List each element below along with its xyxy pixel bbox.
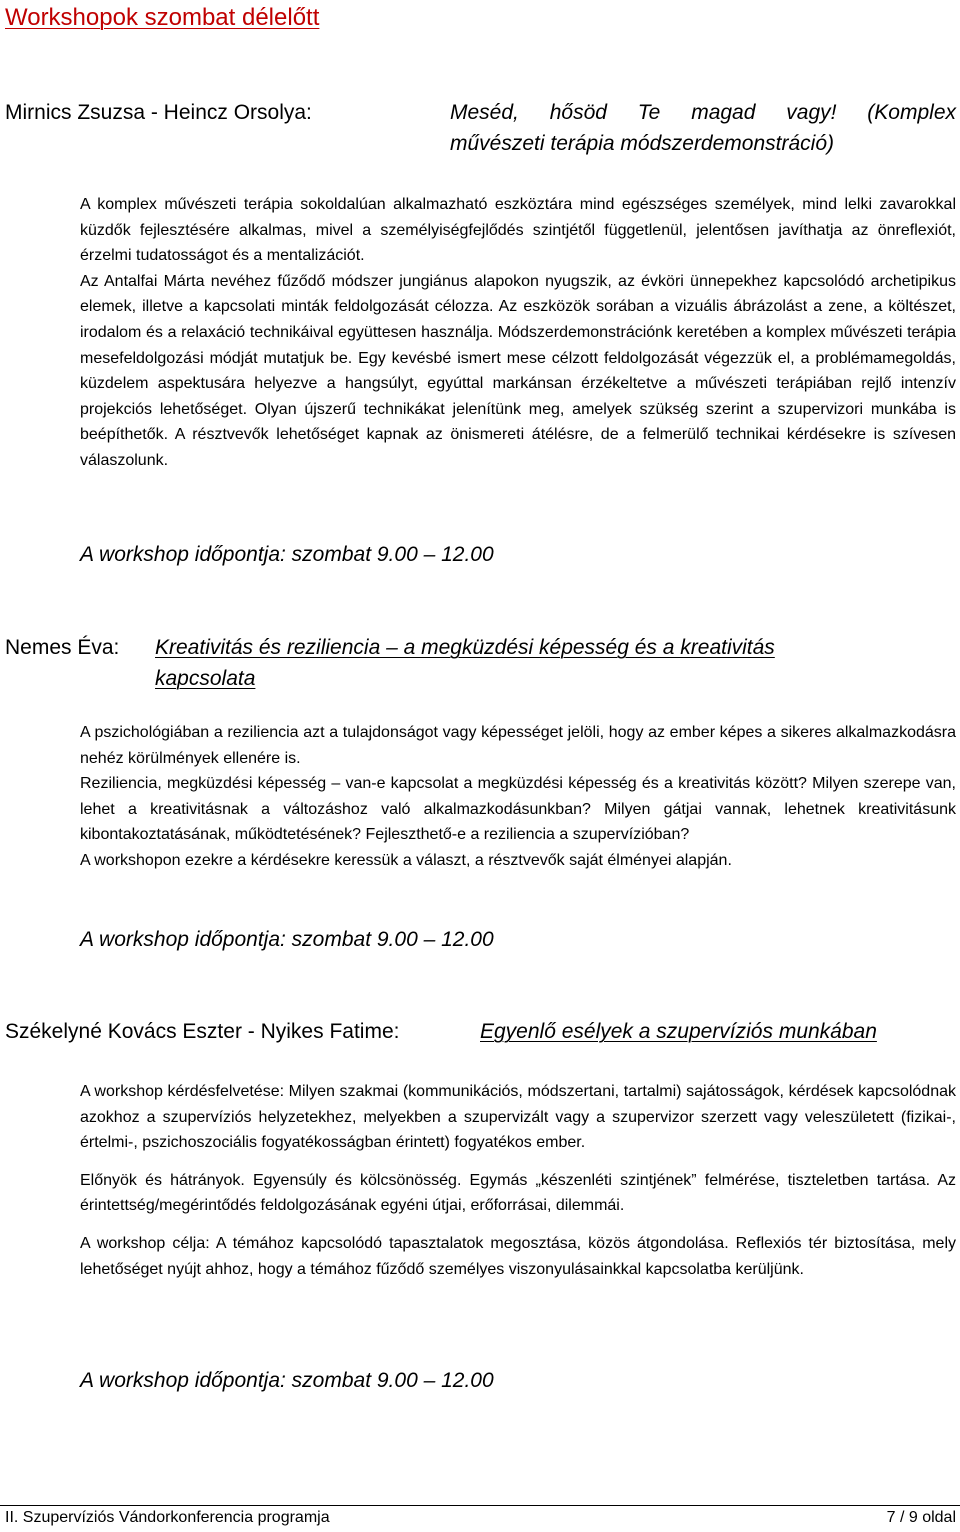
page-title: Workshopok szombat délelőtt: [5, 4, 320, 31]
workshop-3-paragraph: Előnyök és hátrányok. Egyensúly és kölcsönösség. Egymás „készenléti szintjének” felmérése, tiszteletben tartása. Az érintettség/megérintődés feldolgozásának egyéni útjai, erőforrásai, dilemmái.: [80, 1171, 956, 1215]
workshop-1-time: A workshop időpontja: szombat 9.00 – 12.00: [80, 543, 494, 566]
workshop-1-description: [80, 192, 956, 474]
workshop-3-paragraph: A workshop kérdésfelvetése: Milyen szakmai (kommunikációs, módszertani, tartalmi) sajátosságok, kérdések kapcsolódnak azokhoz a szupervíziós helyzetekhez, melyekben a szupervizált vagy a szupervizor szerzett vagy veleszületett (fizikai-, értelmi-, pszichoszociális fogyatékosságban érintett) fogyatékos ember.: [80, 1083, 956, 1152]
workshop-1-paragraph: Az Antalfai Márta nevéhez fűződő módszer jungiánus alapokon nyugszik, az évköri ünnepekhez kapcsolódó archetipikus elemek, illetve a kapcsolati minták feldolgozását célozza. Az eszközök sorában a vizuális ábrázolást a zene, a költészet, irodalom és a relaxáció technikáival együttesen használja. Módszerdemonstrációnk keretében a komplex művészeti terápia mesefeldolgozási módját mutatjuk be. Egy kevésbé ismert mese célzott feldolgozását végezzük el, a problémamegoldás, küzdelem aspektusára helyezve a hangsúlyt, egyúttal markánsan érzékeltetve a művészeti terápiában rejlő intenzív projekciós lehetőséget. Olyan újszerű technikákat jelenítünk meg, amelyek szükség szerint a szupervizori munkába is beépíthetők. A résztvevők lehetőséget kapnak az önismereti átélésre, de a felmerülő technikai kérdésekre is szívesen válaszolunk.: [80, 272, 956, 469]
workshop-3-time: A workshop időpontja: szombat 9.00 – 12.00: [80, 1369, 494, 1392]
workshop-1-topic-line1: Meséd, hősöd Te magad vagy! (Komplex: [450, 101, 956, 124]
workshop-2-time: A workshop időpontja: szombat 9.00 – 12.00: [80, 928, 494, 951]
workshop-2-topic-line2: kapcsolata: [155, 667, 256, 690]
workshop-3-topic: Egyenlő esélyek a szupervíziós munkában: [480, 1020, 877, 1043]
workshop-2-paragraph: A workshopon ezekre a kérdésekre keressük a választ, a résztvevők saját élményei alapján.: [80, 851, 732, 869]
workshop-2-description: [80, 720, 956, 874]
workshop-2-paragraph: A pszichológiában a reziliencia azt a tulajdonságot vagy képességet jelöli, hogy az ember képes a sikeres alkalmazkodásra nehéz körülmények ellenére is.: [80, 724, 956, 767]
workshop-2-paragraph: Reziliencia, megküzdési képesség – van-e kapcsolat a megküzdési képesség és a kreativitás között? Milyen szerepe van, lehet a kreativitásnak a változáshoz való alkalmazkodásunkban? Milyen gátjai vannak, lehetnek kreativitásunk kibontakoztatásának, működtetésének? Fejleszthető-e a reziliencia a szupervízióban?: [80, 775, 956, 844]
footer-page-number: 7 / 9 oldal: [886, 1509, 956, 1526]
workshop-1-topic-line2: művészeti terápia módszerdemonstráció): [450, 132, 834, 155]
workshop-3-presenter: Székelyné Kovács Eszter - Nyikes Fatime:: [5, 1020, 400, 1043]
workshop-1-paragraph: A komplex művészeti terápia sokoldalúan alkalmazható eszköztára mind egészséges személyek, mind lelki zavarokkal küzdők fejlesztésére alkalmas, mivel a személyiségfejlődés szintjétől függetlenül, jelentősen javíthatja az önreflexiót, érzelmi tudatosságot és a mentalizációt.: [80, 196, 956, 265]
workshop-2-presenter: Nemes Éva:: [5, 636, 120, 659]
footer-conference-title: II. Szupervíziós Vándorkonferencia programja: [5, 1509, 330, 1526]
workshop-1-presenter: Mirnics Zsuzsa - Heincz Orsolya:: [5, 101, 312, 124]
workshop-2-topic-line1: Kreativitás és reziliencia – a megküzdési képesség és a kreativitás: [155, 636, 775, 659]
workshop-3-description: [80, 1079, 956, 1282]
workshop-3-paragraph: A workshop célja: A témához kapcsolódó tapasztalatok megosztása, közös átgondolása. Reflexiós tér biztosítása, mely lehetőséget nyújt ahhoz, hogy a témához fűződő személyes viszonyulásainkkal kapcsolatba kerüljünk.: [80, 1234, 956, 1278]
footer-divider: [0, 1505, 960, 1506]
